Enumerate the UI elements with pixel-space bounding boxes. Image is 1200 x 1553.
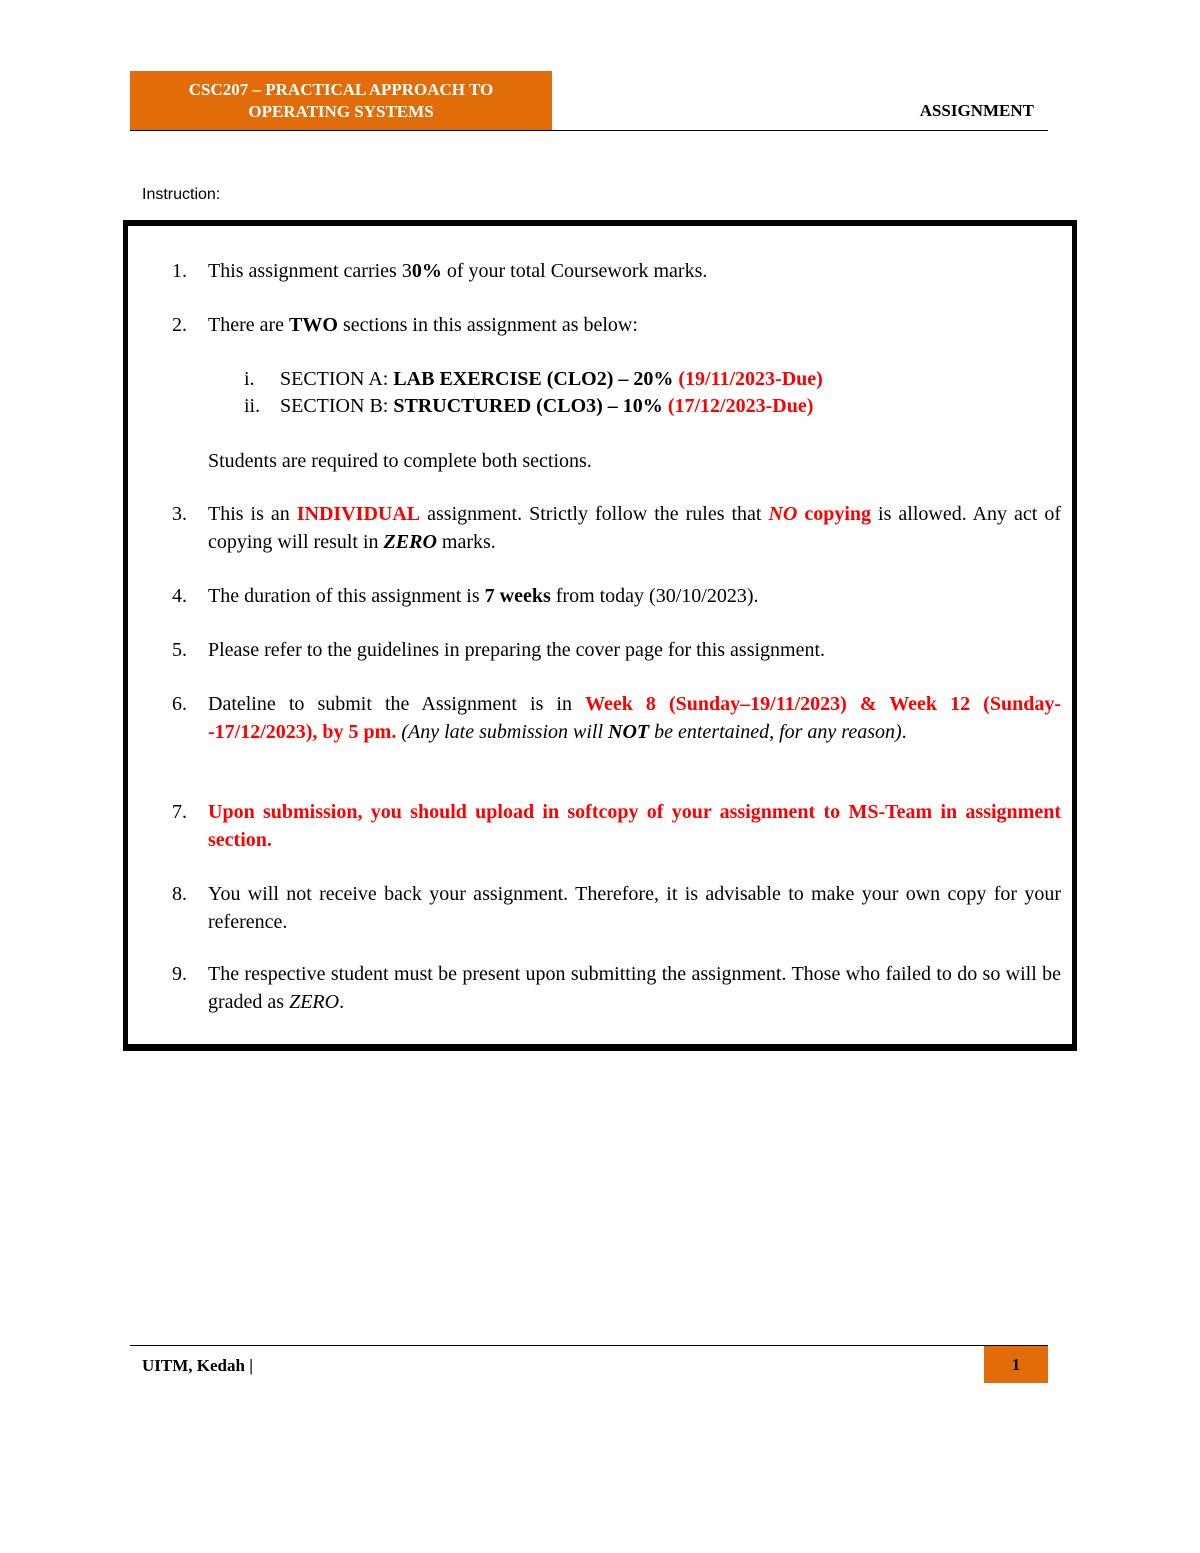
item-text: assignment. Strictly follow the rules that <box>420 503 769 525</box>
instruction-item-3 <box>208 500 1061 556</box>
copying-emphasis: copying <box>797 503 872 525</box>
header-rule <box>130 130 1048 131</box>
item-text: Dateline to submit the Assignment is in <box>208 693 586 715</box>
section-due: (17/12/2023-Due) <box>662 395 814 417</box>
course-title-line1: CSC207 – PRACTICAL APPROACH TO <box>188 79 494 99</box>
item-number: 5. <box>172 639 187 661</box>
section-number: i. <box>244 368 255 390</box>
instruction-item-7: Upon submission, you should upload in softcopy of your assignment to MS-Team in assignment section. <box>208 801 1061 851</box>
item-number: 7. <box>172 801 187 823</box>
sections-note: Students are required to complete both sections. <box>208 450 592 472</box>
zero-emphasis: ZERO <box>289 991 340 1013</box>
instruction-item-1 <box>208 257 1061 285</box>
item-number: 8. <box>172 883 187 905</box>
item-number: 9. <box>172 963 187 985</box>
section-label: SECTION B: <box>280 395 394 417</box>
footer-institution: UITM, Kedah | <box>142 1356 253 1375</box>
late-note: be entertained, for any reason) <box>649 721 902 743</box>
item-text: This assignment carries 3 <box>208 260 412 282</box>
individual-emphasis: INDIVIDUAL <box>296 503 421 525</box>
item-number: 1. <box>172 260 187 282</box>
instruction-item-9 <box>208 960 1061 1016</box>
section-label: SECTION A: <box>280 368 394 390</box>
page-number: 1 <box>984 1346 1048 1383</box>
instruction-label: Instruction: <box>142 186 221 203</box>
no-emphasis: NO <box>768 503 798 525</box>
item-text: The respective student must be present upon submitting the assignment. Those who failed to do so will be graded as <box>208 963 1061 1013</box>
item-text-bold: 7 weeks <box>484 585 551 607</box>
section-number: ii. <box>244 395 261 417</box>
item-text: . <box>339 991 345 1013</box>
zero-emphasis: ZERO <box>383 531 437 553</box>
item-number: 2. <box>172 314 187 336</box>
section-a-line <box>280 366 823 393</box>
item-text: of your total Coursework marks. <box>441 260 708 282</box>
item-text: marks. <box>436 531 496 553</box>
item-text: This is an <box>208 503 297 525</box>
instruction-item-5: Please refer to the guidelines in preparing the cover page for this assignment. <box>208 639 826 661</box>
item-text: from today (30/10/2023). <box>550 585 759 607</box>
section-title: STRUCTURED (CLO3) – 10% <box>393 395 663 417</box>
item-text-bold: 0% <box>411 260 442 282</box>
instruction-item-4 <box>208 582 1061 610</box>
item-text: There are <box>208 314 290 336</box>
course-title-box <box>130 71 552 130</box>
section-due: (19/11/2023-Due) <box>673 368 823 390</box>
instruction-item-2 <box>208 311 1061 339</box>
section-b-line <box>280 393 813 420</box>
deadline-emphasis: Week 8 (Sunday–19/11/2023) & Week 12 (Sunday--17/12/2023), by 5 pm. <box>208 693 1061 743</box>
item-number: 6. <box>172 693 187 715</box>
instruction-item-8: You will not receive back your assignment. Therefore, it is advisable to make your own copy for your reference. <box>208 883 1061 933</box>
item-number: 4. <box>172 585 187 607</box>
item-text-bold: TWO <box>289 314 338 336</box>
section-title: LAB EXERCISE (CLO2) – 20% <box>393 368 674 390</box>
not-emphasis: NOT <box>608 721 650 743</box>
late-note: (Any late submission will <box>396 721 609 743</box>
item-text: is allowed. Any act of copying will result in <box>208 503 1061 553</box>
doc-type-label: ASSIGNMENT <box>919 101 1034 120</box>
course-title-line2: OPERATING SYSTEMS <box>248 101 434 121</box>
footer-rule <box>130 1345 1048 1346</box>
item-number: 3. <box>172 503 187 525</box>
instruction-item-6 <box>208 690 1061 746</box>
item-text: sections in this assignment as below: <box>337 314 638 336</box>
item-text: . <box>901 721 907 743</box>
item-text: The duration of this assignment is <box>208 585 485 607</box>
